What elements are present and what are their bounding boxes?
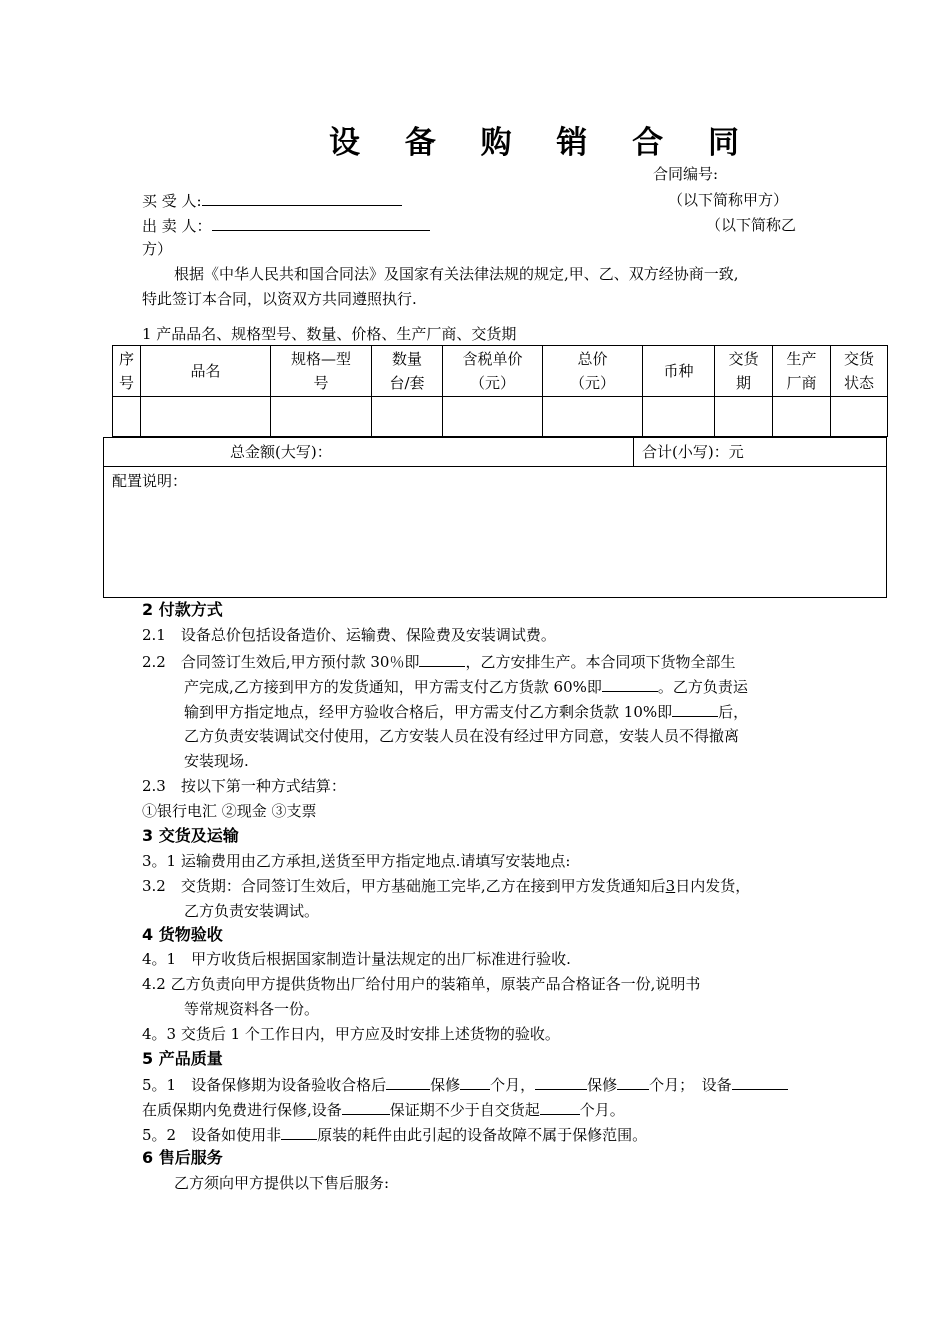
config-box [103, 466, 887, 598]
section3-1: 3。1 运输费用由乙方承担,送货至甲方指定地点.请填写安装地点: [142, 852, 571, 870]
section2-heading: 2 付款方式 [142, 600, 223, 619]
section4-3: 4。3 交货后 1 个工作日内，甲方应及时安排上述货物的验收。 [142, 1025, 560, 1043]
section3-2-line1: 3.2 交货期：合同签订生效后，甲方基础施工完毕,乙方在接到甲方发货通知后3日内发货， [142, 877, 751, 895]
payment-methods: ①银行电汇 ②现金 ③支票 [142, 802, 317, 820]
seller-line [142, 214, 430, 237]
col-header-seq: 序 号 [113, 346, 141, 397]
table-row [113, 397, 888, 437]
section3-heading: 3 交货及运输 [142, 826, 239, 845]
col-header-model: 规格—型 号 [271, 346, 372, 397]
col-header-unit-price: 含税单价 （元） [443, 346, 543, 397]
section4-1: 4。1 甲方收货后根据国家制造计量法规定的出厂标准进行验收. [142, 950, 571, 968]
page-title: 设 备 购 销 合 同 [329, 125, 756, 161]
section4-2-line1: 4.2 乙方负责向甲方提供货物出厂给付用户的装箱单，原装产品合格证各一份,说明书 [142, 975, 701, 993]
col-header-maker: 生产 厂商 [773, 346, 831, 397]
table-header-row [113, 346, 888, 397]
section3-2-line2: 乙方负责安装调试。 [184, 902, 320, 920]
buyer-note: （以下简称甲方） [668, 191, 789, 209]
section2-2-line2: 产完成,乙方接到甲方的发货通知，甲方需支付乙方货款 60%即 。乙方负责运 [184, 675, 748, 698]
total-figures-label: 合计(小写)：元 [642, 443, 744, 461]
intro-line-2: 特此签订本合同，以资双方共同遵照执行. [142, 290, 417, 308]
col-header-qty: 数量 台/套 [372, 346, 443, 397]
section4-heading: 4 货物验收 [142, 925, 223, 944]
section2-3: 2.3 按以下第一种方式结算： [142, 777, 346, 795]
section2-1: 2.1 设备总价包括设备造价、运输费、保险费及安装调试费。 [142, 626, 556, 644]
section6-1: 乙方须向甲方提供以下售后服务: [174, 1174, 390, 1192]
section2-2-line1: 2.2 合同签订生效后,甲方预付款 30％即 ，乙方安排生产。本合同项下货物全部生 [142, 650, 736, 673]
section5-2: 5。2 设备如使用非 原装的耗件由此引起的设备故障不属于保修范围。 [142, 1123, 647, 1146]
seller-note: （以下简称乙 [706, 216, 797, 234]
contract-number-label: 合同编号: [653, 165, 719, 183]
product-table [112, 345, 888, 437]
buyer-blank [202, 189, 402, 206]
delivery-days: 3 [665, 877, 676, 895]
col-header-total-price: 总价 （元） [543, 346, 643, 397]
col-header-status: 交货 状态 [831, 346, 888, 397]
total-row-divider [633, 437, 634, 467]
section5-heading: 5 产品质量 [142, 1049, 223, 1068]
section1-heading: 1 产品品名、规格型号、数量、价格、生产厂商、交货期 [142, 325, 517, 343]
seller-note-cont: 方） [142, 240, 173, 258]
section2-2-line3: 输到甲方指定地点，经甲方验收合格后，甲方需支付乙方剩余货款 10%即 后， [184, 700, 748, 723]
col-header-name: 品名 [141, 346, 271, 397]
total-words-label: 总金额(大写)： [230, 443, 332, 461]
seller-label: 出 卖 人： [142, 217, 212, 235]
intro-line-1: 根据《中华人民共和国合同法》及国家有关法律法规的规定,甲、乙、双方经协商一致, [174, 265, 739, 283]
section5-1-line2: 在质保期内免费进行保修,设备 保证期不少于自交货起 个月。 [142, 1098, 625, 1121]
config-label: 配置说明： [112, 472, 188, 490]
buyer-line [142, 189, 402, 212]
total-row [103, 437, 887, 467]
seller-blank [212, 214, 430, 231]
col-header-currency: 币种 [643, 346, 715, 397]
section2-2-line5: 安装现场. [184, 752, 249, 770]
section6-heading: 6 售后服务 [142, 1148, 223, 1167]
col-header-delivery: 交货 期 [715, 346, 773, 397]
section4-2-line2: 等常规资料各一份。 [184, 1000, 320, 1018]
buyer-label: 买 受 人: [142, 192, 202, 210]
section5-1-line1: 5。1 设备保修期为设备验收合格后 保修 个月， 保修 个月； 设备 [142, 1073, 788, 1096]
section2-2-line4: 乙方负责安装调试交付使用，乙方安装人员在没有经过甲方同意，安装人员不得撤离 [184, 727, 740, 745]
